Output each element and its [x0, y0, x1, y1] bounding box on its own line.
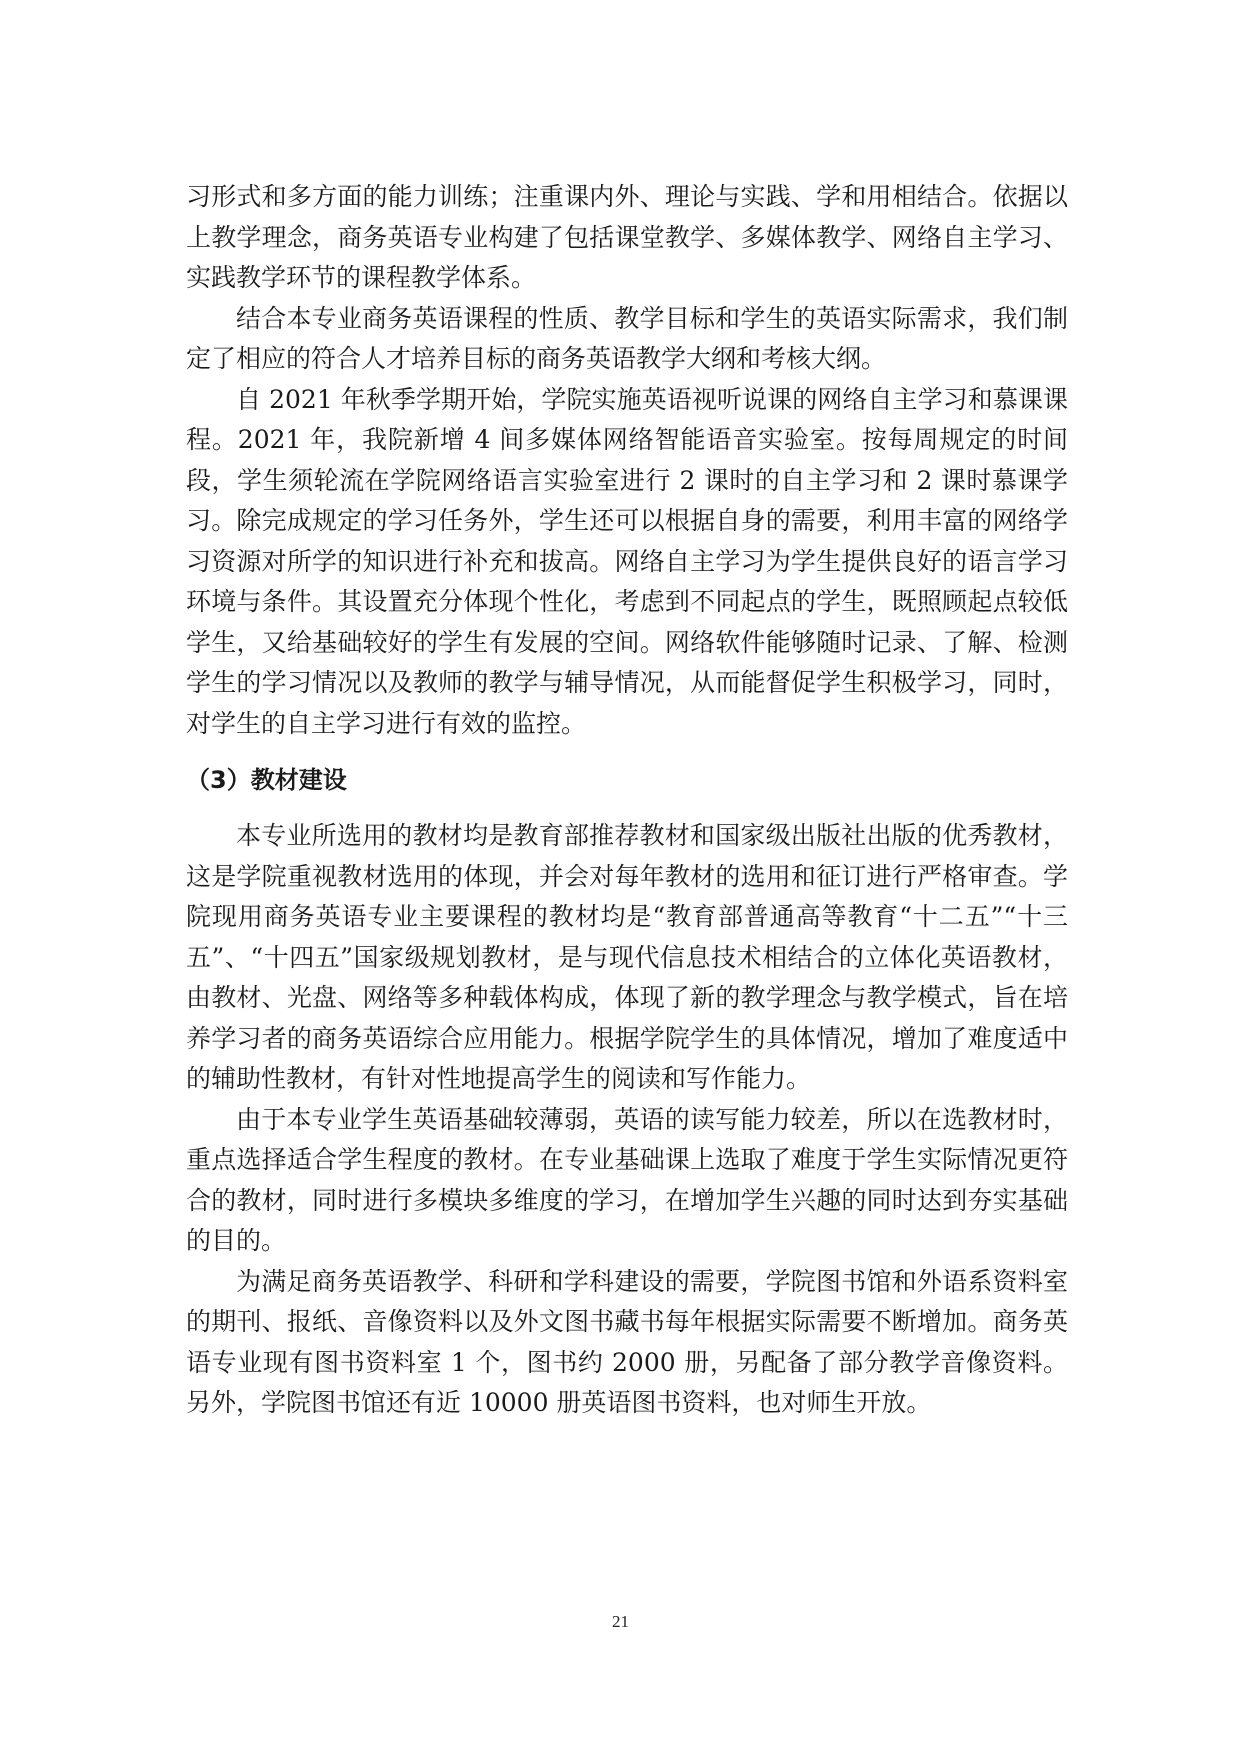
body-paragraph-4: 本专业所选用的教材均是教育部推荐教材和国家级出版社出版的优秀教材，这是学院重视教材选用的体现，并会对每年教材的选用和征订进行严格审查。学院现用商务英语专业主要课程的教材均是“教育部普通高等教育“十二五”“十三五”、“十四五”国家级规划教材，是与现代信息技术相结合的立体化英语教材，由教材、光盘、网络等多种载体构成，体现了新的教学理念与教学模式，旨在培养学习者的商务英语综合应用能力。根据学院学生的具体情况，增加了难度适中的辅助性教材，有针对性地提高学生的阅读和写作能力。: [186, 821, 1068, 1093]
body-paragraph-3: 自 2021 年秋季学期开始，学院实施英语视听说课的网络自主学习和慕课课程。2021 年，我院新增 4 间多媒体网络智能语音实验室。按每周规定的时间段，学生须轮流在学院网络语言实验室进行 2 课时的自主学习和 2 课时慕课学习。除完成规定的学习任务外，学生还可以根据自身的需要，利用丰富的网络学习资源对所学的知识进行补充和拔高。网络自主学习为学生提供良好的语言学习环境与条件。其设置充分体现个性化，考虑到不同起点的学生，既照顾起点较低学生，又给基础较好的学生有发展的空间。网络软件能够随时记录、了解、检测学生的学习情况以及教师的教学与辅导情况，从而能督促学生积极学习，同时，对学生的自主学习进行有效的监控。: [186, 384, 1068, 738]
page-number: 21: [612, 1612, 629, 1631]
page-body: [186, 177, 1068, 1424]
body-paragraph-2: 结合本专业商务英语课程的性质、教学目标和学生的英语实际需求，我们制定了相应的符合人才培养目标的商务英语教学大纲和考核大纲。: [186, 303, 1068, 373]
body-paragraph-1: 习形式和多方面的能力训练；注重课内外、理论与实践、学和用相结合。依据以上教学理念，商务英语专业构建了包括课堂教学、多媒体教学、网络自主学习、实践教学环节的课程教学体系。: [186, 182, 1068, 292]
body-paragraph-5: 由于本专业学生英语基础较薄弱，英语的读写能力较差，所以在选教材时，重点选择适合学生程度的教材。在专业基础课上选取了难度于学生实际情况更符合的教材，同时进行多模块多维度的学习，在增加学生兴趣的同时达到夯实基础的目的。: [186, 1104, 1068, 1255]
body-paragraph-6: 为满足商务英语教学、科研和学科建设的需要，学院图书馆和外语系资料室的期刊、报纸、音像资料以及外文图书藏书每年根据实际需要不断增加。商务英语专业现有图书资料室 1 个，图书约 2000 册，另配备了部分教学音像资料。另外，学院图书馆还有近 10000 册英语图书资料，也对师生开放。: [186, 1266, 1068, 1417]
section-heading: （3）教材建设: [186, 766, 347, 794]
